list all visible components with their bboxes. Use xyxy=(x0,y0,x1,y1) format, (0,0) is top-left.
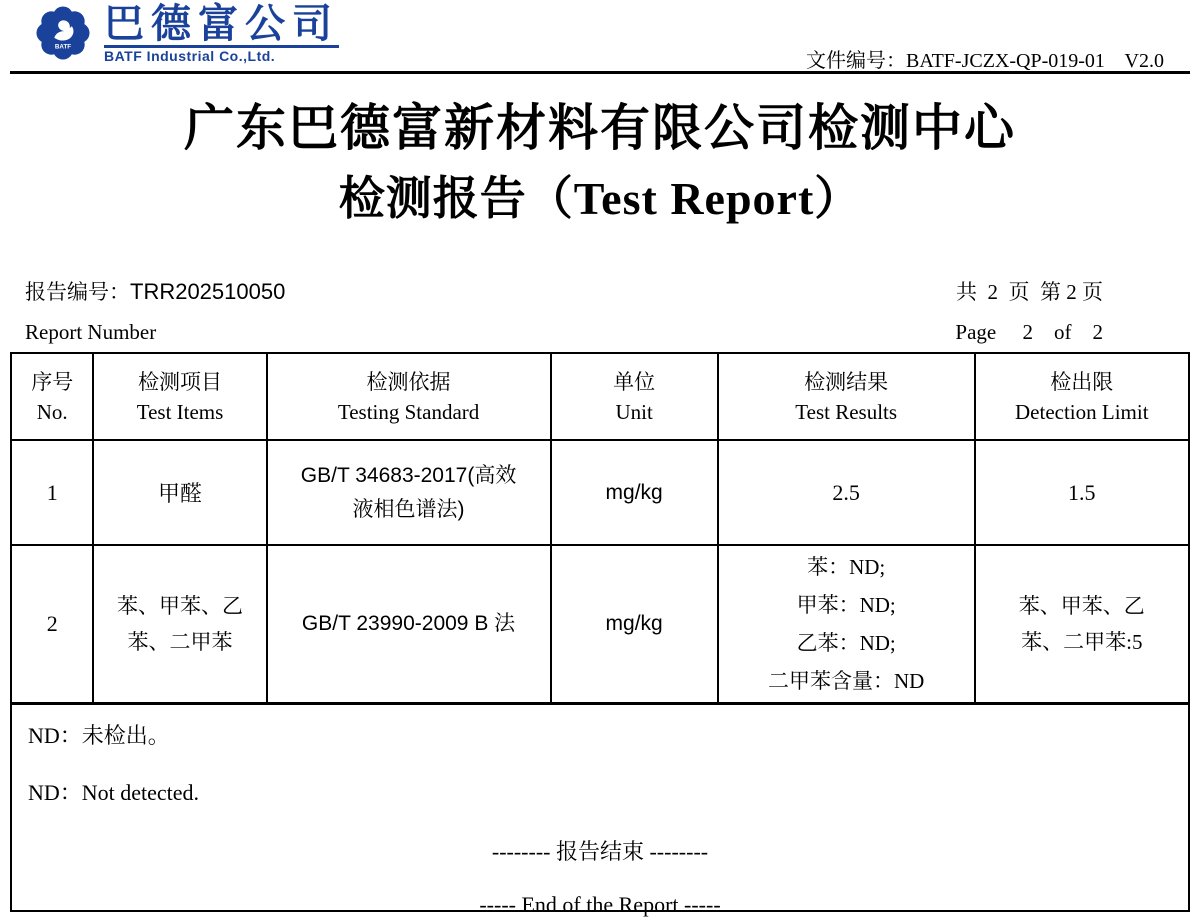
nd-note-en: ND：Not detected. xyxy=(28,780,200,805)
header-no: 序号 No. xyxy=(11,353,93,440)
report-number-block xyxy=(25,276,285,345)
nd-note-zh: ND：未检出。 xyxy=(28,723,170,748)
row1-detection-limit: 1.5 xyxy=(975,440,1189,545)
report-number-value: TRR202510050 xyxy=(130,279,286,304)
row2-no: 2 xyxy=(11,545,93,703)
row2-detection-limit: 苯、甲苯、乙苯、二甲苯:5 xyxy=(975,545,1189,703)
page-indicator-block xyxy=(955,276,1103,345)
report-title-test-report: 检测报告（Test Report） xyxy=(338,173,862,224)
page-indicator-en: Page 2 of 2 xyxy=(955,320,1103,344)
report-number-label-en: Report Number xyxy=(25,320,157,344)
svg-text:BATF: BATF xyxy=(54,43,72,51)
brand-name-en: BATF Industrial Co.,Ltd. xyxy=(104,45,339,64)
header-divider xyxy=(10,71,1190,74)
table-header-row xyxy=(11,353,1189,440)
end-of-report-en: ----- End of the Report ----- xyxy=(479,892,721,917)
report-number-line xyxy=(25,276,285,306)
row1-no: 1 xyxy=(11,440,93,545)
header-detection-limit: 检出限 Detection Limit xyxy=(975,353,1189,440)
row2-unit: mg/kg xyxy=(551,545,718,703)
header-unit: 单位 Unit xyxy=(551,353,718,440)
document-number-label: 文件编号： xyxy=(806,50,906,72)
report-title-center-name: 广东巴德富新材料有限公司检测中心 xyxy=(184,100,1016,156)
test-results-table xyxy=(10,352,1190,704)
row2-test-results: 苯：ND; 甲苯：ND; 乙苯：ND; 二甲苯含量：ND xyxy=(718,545,975,703)
table-row xyxy=(11,440,1189,545)
header-testing-standard: 检测依据 Testing Standard xyxy=(267,353,551,440)
company-logo xyxy=(30,4,339,64)
row2-test-item: 苯、甲苯、乙苯、二甲苯 xyxy=(93,545,266,703)
logo-text xyxy=(104,4,339,64)
row1-testing-standard: GB/T 34683-2017(高效液相色谱法) xyxy=(267,440,551,545)
document-number-line xyxy=(806,44,1164,73)
page-indicator-zh: 共 2 页 第 2 页 xyxy=(956,280,1103,304)
footer-notes-box xyxy=(10,703,1190,917)
row1-unit: mg/kg xyxy=(551,440,718,545)
batf-flower-icon xyxy=(30,6,96,60)
brand-name-zh: 巴德富公司 xyxy=(104,2,339,46)
header-test-items: 检测项目 Test Items xyxy=(93,353,266,440)
row2-testing-standard: GB/T 23990-2009 B 法 xyxy=(267,545,551,703)
end-of-report-zh: -------- 报告结束 -------- xyxy=(491,839,709,864)
document-number-value: BATF-JCZX-QP-019-01 xyxy=(906,50,1105,72)
header-test-results: 检测结果 Test Results xyxy=(718,353,975,440)
row1-test-result: 2.5 xyxy=(718,440,975,545)
table-row xyxy=(11,545,1189,703)
row1-test-item: 甲醛 xyxy=(93,440,266,545)
document-version: V2.0 xyxy=(1124,50,1164,72)
report-number-label: 报告编号： xyxy=(25,280,130,304)
